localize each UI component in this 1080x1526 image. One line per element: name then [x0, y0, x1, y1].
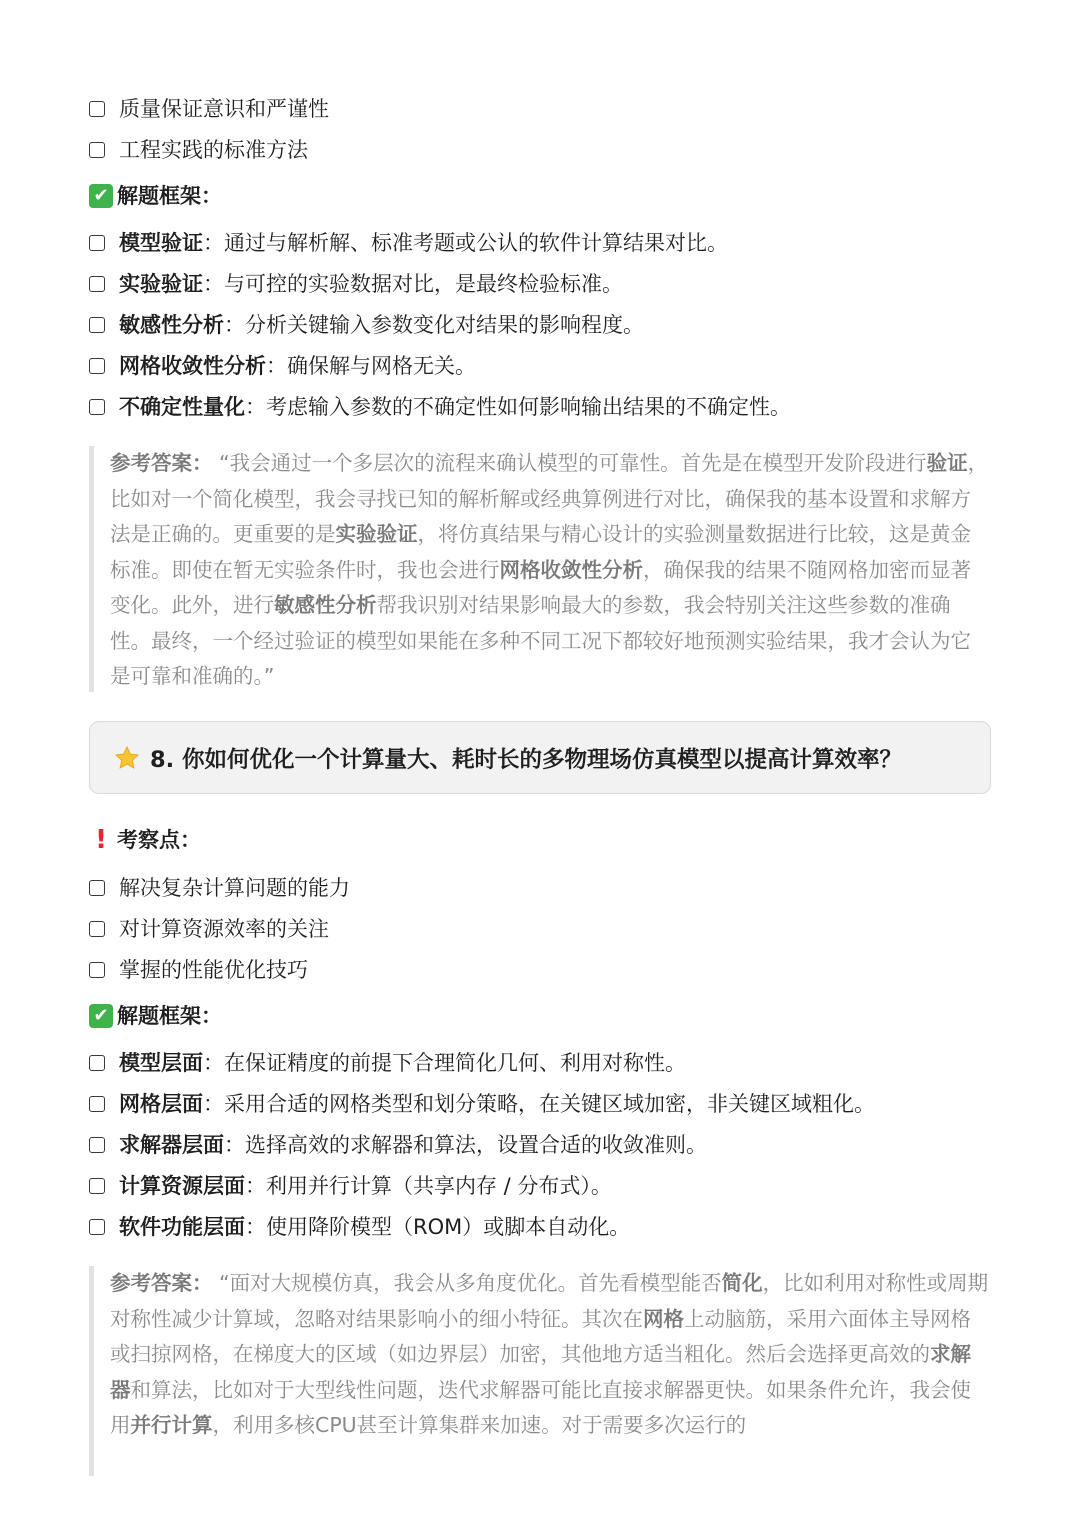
- answer-segment: ，比如利用对称性或周期对称性减少计算域，忽略对结果影响小的细小特征。其次在: [110, 1271, 989, 1331]
- answer-segment: ，利用多核CPU甚至计算集群来加速。对于需要多次运行的: [212, 1413, 747, 1437]
- answer-emphasis: 实验验证: [335, 522, 418, 546]
- framework-item-term: 不确定性量化: [119, 395, 245, 419]
- framework-item-term: 模型层面: [119, 1051, 203, 1075]
- focus-item-text: 工程实践的标准方法: [119, 138, 308, 162]
- framework-item[interactable]: [89, 1089, 875, 1119]
- framework-item-text: ：在保证精度的前提下合理简化几何、利用对称性。: [203, 1051, 686, 1075]
- star-icon: [114, 745, 140, 771]
- answer-segment: 上动脑筋，采用六面体主导网格或扫掠网格，在梯度大的区域（如边界层）加密，其他地方适当粗化。然后会选择更高效的: [110, 1306, 971, 1366]
- framework-item-text: ：分析关键输入参数变化对结果的影响程度。: [224, 313, 644, 337]
- framework-item-text: ：采用合适的网格类型和划分策略，在关键区域加密，非关键区域粗化。: [203, 1092, 875, 1116]
- answer-emphasis: 网格: [643, 1306, 684, 1331]
- focus-item-text: 质量保证意识和严谨性: [119, 97, 329, 121]
- focus-item[interactable]: [89, 955, 308, 985]
- focus-item[interactable]: [89, 914, 329, 944]
- framework-item[interactable]: [89, 269, 623, 299]
- focus-item-text: 解决复杂计算问题的能力: [119, 876, 350, 900]
- framework-item-text: ：通过与解析解、标准考题或公认的软件计算结果对比。: [203, 231, 728, 255]
- answer-segment: ，确保我的结果不随网格加密而显著变化。此外，进行: [110, 557, 971, 617]
- framework-item-term: 网格层面: [119, 1092, 203, 1116]
- question-title: 8. 你如何优化一个计算量大、耗时长的多物理场仿真模型以提高计算效率？: [150, 746, 903, 773]
- reference-answer-quote: [89, 446, 989, 692]
- framework-item-text: ：与可控的实验数据对比，是最终检验标准。: [203, 272, 623, 296]
- reference-answer-quote: [89, 1266, 989, 1476]
- answer-emphasis: 验证: [926, 451, 968, 475]
- framework-item[interactable]: [89, 1130, 707, 1160]
- check-mark-icon: ✔: [89, 1004, 113, 1028]
- checkbox[interactable]: [89, 880, 105, 896]
- framework-item-text: ：考虑输入参数的不确定性如何影响输出结果的不确定性。: [245, 395, 791, 419]
- framework-item-term: 网格收敛性分析: [119, 354, 266, 378]
- answer-emphasis: 并行计算: [130, 1413, 213, 1437]
- answer-emphasis: 求解器: [110, 1342, 971, 1402]
- focus-heading-label: 考察点：: [117, 828, 201, 852]
- framework-item-term: 实验验证: [119, 272, 203, 296]
- framework-item-text: ：选择高效的求解器和算法，设置合适的收敛准则。: [224, 1133, 707, 1157]
- checkbox[interactable]: [89, 1178, 105, 1194]
- framework-item[interactable]: [89, 351, 476, 381]
- checkbox[interactable]: [89, 101, 105, 117]
- framework-item-term: 敏感性分析: [119, 313, 224, 337]
- checkbox[interactable]: [89, 1219, 105, 1235]
- reference-answer-label: 参考答案：: [110, 451, 213, 475]
- check-mark-icon: ✔: [89, 184, 113, 208]
- checkbox[interactable]: [89, 399, 105, 415]
- checkbox[interactable]: [89, 1137, 105, 1153]
- answer-emphasis: 网格收敛性分析: [499, 557, 643, 582]
- framework-item-text: ：确保解与网格无关。: [266, 354, 476, 378]
- reference-answer-text: [110, 446, 989, 695]
- checkbox[interactable]: [89, 1055, 105, 1071]
- reference-answer-text: [110, 1266, 989, 1444]
- answer-segment: “我会通过一个多层次的流程来确认模型的可靠性。首先是在模型开发阶段进行: [212, 451, 927, 475]
- focus-item-text: 对计算资源效率的关注: [119, 917, 329, 941]
- answer-segment: ，将仿真结果与精心设计的实验测量数据进行比较，这是黄金标准。即使在暂无实验条件时，我也会进行: [110, 522, 971, 582]
- framework-item[interactable]: [89, 1212, 630, 1242]
- framework-heading-label: 解题框架：: [117, 184, 222, 208]
- focus-heading: [89, 825, 201, 855]
- focus-item-text: 掌握的性能优化技巧: [119, 958, 308, 982]
- checkbox[interactable]: [89, 235, 105, 251]
- framework-item[interactable]: [89, 392, 791, 422]
- framework-item-text: ：使用降阶模型（ROM）或脚本自动化。: [245, 1215, 631, 1239]
- framework-heading: [89, 1001, 222, 1031]
- checkbox[interactable]: [89, 1096, 105, 1112]
- framework-item[interactable]: [89, 228, 728, 258]
- question-card: [89, 721, 991, 794]
- checkbox[interactable]: [89, 921, 105, 937]
- framework-item[interactable]: [89, 310, 644, 340]
- framework-heading: [89, 181, 222, 211]
- framework-item-text: ：利用并行计算（共享内存 / 分布式）。: [245, 1174, 612, 1198]
- framework-item[interactable]: [89, 1048, 686, 1078]
- framework-item-term: 计算资源层面: [119, 1174, 245, 1198]
- framework-item-term: 软件功能层面: [119, 1215, 245, 1239]
- checkbox[interactable]: [89, 142, 105, 158]
- checkbox[interactable]: [89, 317, 105, 333]
- checkbox[interactable]: [89, 276, 105, 292]
- answer-segment: 和算法，比如对于大型线性问题，迭代求解器可能比直接求解器更快。如果条件允许，我会使用: [110, 1377, 971, 1437]
- framework-item-term: 模型验证: [119, 231, 203, 255]
- answer-segment: “面对大规模仿真，我会从多角度优化。首先看模型能否: [212, 1271, 722, 1295]
- focus-item[interactable]: [89, 873, 350, 903]
- checkbox[interactable]: [89, 962, 105, 978]
- framework-item[interactable]: [89, 1171, 612, 1201]
- exclamation-icon: !: [95, 825, 107, 855]
- focus-item[interactable]: [89, 94, 329, 124]
- reference-answer-label: 参考答案：: [110, 1271, 213, 1295]
- answer-emphasis: 简化: [721, 1271, 763, 1295]
- framework-item-term: 求解器层面: [119, 1133, 224, 1157]
- answer-emphasis: 敏感性分析: [274, 593, 377, 617]
- answer-segment: 帮我识别对结果影响最大的参数，我会特别关注这些参数的准确性。最终，一个经过验证的模型如果能在多种不同工况下都较好地预测实验结果，我才会认为它是可靠和准确的。”: [110, 593, 971, 688]
- framework-heading-label: 解题框架：: [117, 1004, 222, 1028]
- answer-segment: ，比如对一个简化模型，我会寻找已知的解析解或经典算例进行对比，确保我的基本设置和求解方法是正确的。更重要的是: [110, 451, 989, 546]
- focus-item[interactable]: [89, 135, 308, 165]
- checkbox[interactable]: [89, 358, 105, 374]
